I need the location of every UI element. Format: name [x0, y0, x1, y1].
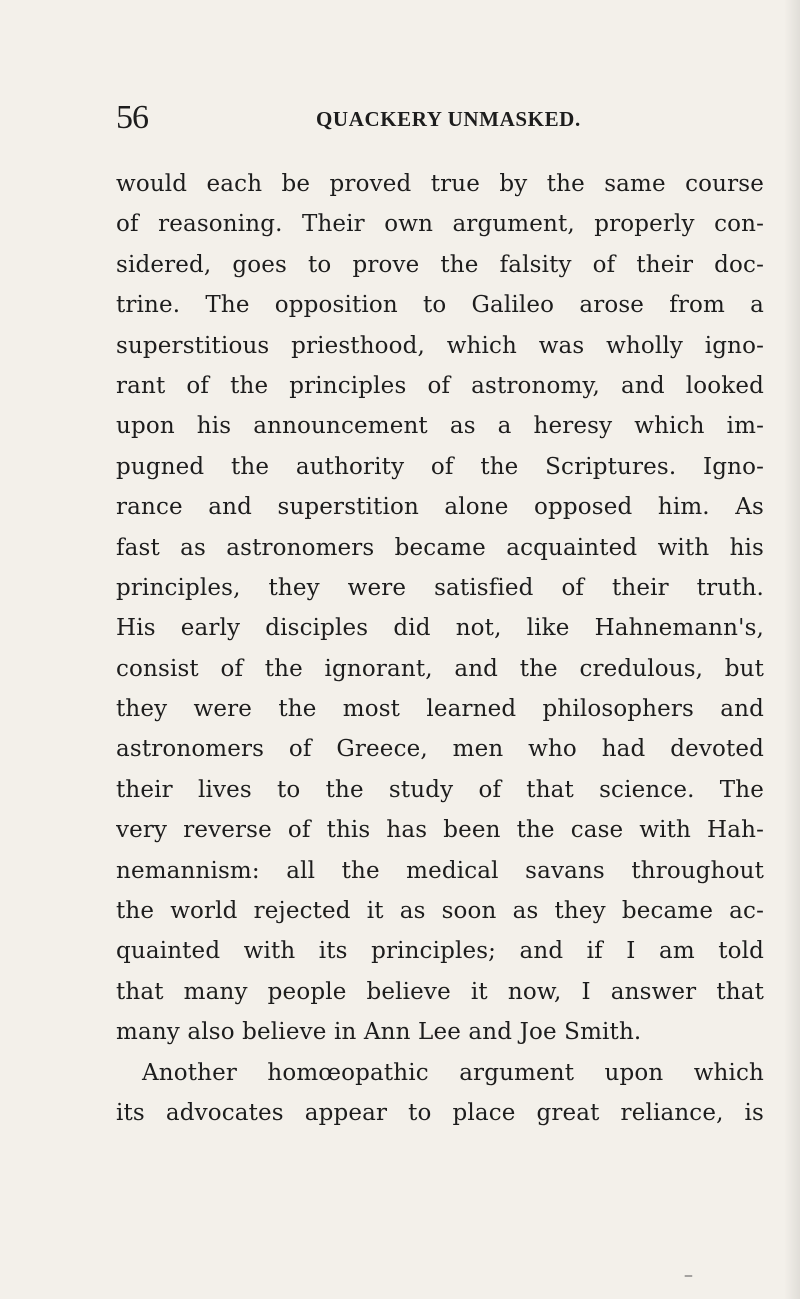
body-text — [116, 164, 764, 1133]
text-line: the world rejected it as soon as they became ac- — [116, 898, 764, 925]
text-line: His early disciples did not, like Hahnemann's, — [116, 615, 764, 642]
text-line: sidered, goes to prove the falsity of their doc- — [116, 251, 764, 278]
text-line: of reasoning. Their own argument, properly con- — [116, 211, 764, 238]
text-line: its advocates appear to place great reliance, is — [116, 1099, 764, 1126]
text-line: trine. The opposition to Galileo arose from a — [116, 292, 764, 319]
text-line: rance and superstition alone opposed him. As — [116, 494, 764, 521]
page-number: 56 — [116, 99, 148, 136]
text-line: nemannism: all the medical savans throughout — [116, 857, 764, 884]
text-line: many also believe in Ann Lee and Joe Smith. — [116, 1019, 642, 1046]
text-line: their lives to the study of that science. The — [116, 776, 764, 803]
text-line: principles, they were satisfied of their truth. — [116, 574, 764, 601]
text-line: that many people believe it now, I answer that — [116, 978, 764, 1005]
text-line: pugned the authority of the Scriptures. Igno- — [116, 453, 764, 480]
text-line: very reverse of this has been the case with Hah- — [116, 817, 764, 844]
text-line: they were the most learned philosophers and — [116, 696, 764, 723]
running-title: QUACKERY UNMASKED. — [316, 107, 581, 131]
text-line: astronomers of Greece, men who had devoted — [116, 736, 764, 763]
page-edge-mark: ‒ — [684, 1268, 693, 1284]
text-line: quainted with its principles; and if I am told — [116, 938, 764, 965]
text-line: consist of the ignorant, and the credulous, but — [116, 655, 764, 682]
running-head — [116, 98, 766, 138]
paragraph-start-line: Another homœopathic argument upon which — [142, 1059, 764, 1086]
page-edge-shadow — [784, 0, 800, 1299]
text-line: superstitious priesthood, which was wholly igno- — [116, 332, 764, 359]
text-line: rant of the principles of astronomy, and looked — [116, 372, 764, 399]
text-line: fast as astronomers became acquainted with his — [116, 534, 764, 561]
text-line: upon his announcement as a heresy which im- — [116, 413, 764, 440]
text-line: would each be proved true by the same course — [116, 171, 764, 197]
